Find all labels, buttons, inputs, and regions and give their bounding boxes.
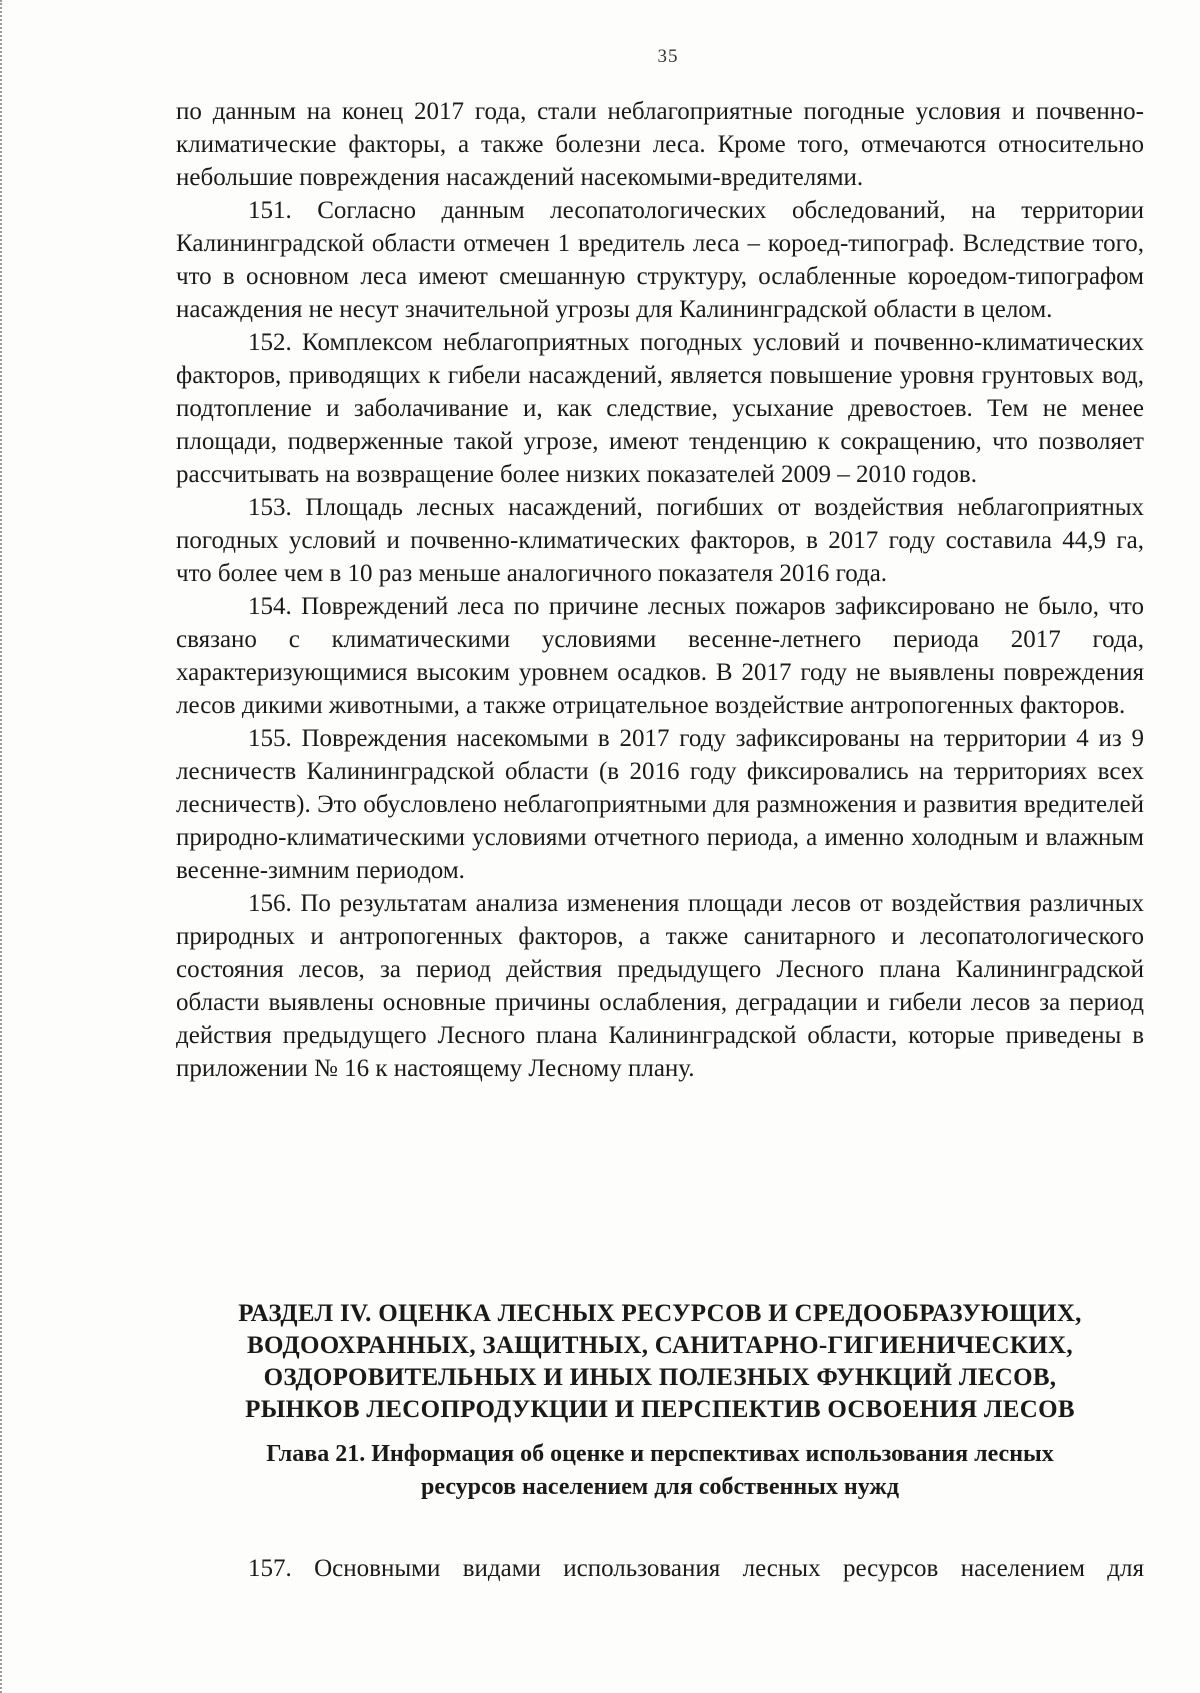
section-heading-line: РЫНКОВ ЛЕСОПРОДУКЦИИ И ПЕРСПЕКТИВ ОСВОЕНИЯ ЛЕСОВ (245, 1396, 1075, 1423)
section-heading-line: ОЗДОРОВИТЕЛЬНЫХ И ИНЫХ ПОЛЕЗНЫХ ФУНКЦИЙ ЛЕСОВ, (263, 1364, 1057, 1391)
page-number: 35 (657, 46, 679, 67)
paragraph-153: 153. Площадь лесных насаждений, погибших от воздействия неблагоприятных погодных условий и почвенно-климатических факторов, в 2017 году составила 44,9 га, что более чем в 10 раз меньше аналогичного показателя 2016 года. (176, 494, 1144, 587)
chapter-heading-line: Глава 21. Информация об оценке и перспективах использования лесных (266, 1441, 1054, 1467)
paragraph-156: 156. По результатам анализа изменения площади лесов от воздействия различных природных и антропогенных факторов, а также санитарного и лесопатологического состояния лесов, за период действия предыдущего Лесного плана Калининградской области выявлены основные причины ослабления, деградации и гибели лесов за период действия предыдущего Лесного плана Калининградской области, которые приведены в приложении № 16 к настоящему Лесному плану. (176, 890, 1144, 1082)
paragraph-152: 152. Комплексом неблагоприятных погодных условий и почвенно-климатических факторов, приводящих к гибели насаждений, является повышение уровня грунтовых вод, подтопление и заболачивание и, как следствие, усыхание древостоев. Тем не менее площади, подверженные такой угрозе, имеют тенденцию к сокращению, что позволяет рассчитывать на возвращение более низких показателей 2009 – 2010 годов. (176, 329, 1144, 488)
section-heading-line: РАЗДЕЛ IV. ОЦЕНКА ЛЕСНЫХ РЕСУРСОВ И СРЕДООБРАЗУЮЩИХ, (238, 1300, 1082, 1327)
paragraph-154: 154. Повреждений леса по причине лесных пожаров зафиксировано не было, что связано с климатическими условиями весенне-летнего периода 2017 года, характеризующимися высоким уровнем осадков. В 2017 году не выявлены повреждения лесов дикими животными, а также отрицательное воздействие антропогенных факторов. (176, 593, 1144, 719)
paragraph-continuation: по данным на конец 2017 года, стали неблагоприятные погодные условия и почвенно-климатические факторы, а также болезни леса. Кроме того, отмечаются относительно небольшие повреждения насаждений насекомыми-вредителями. (176, 98, 1144, 191)
paragraph-155: 155. Повреждения насекомыми в 2017 году зафиксированы на территории 4 из 9 лесничеств Калининградской области (в 2016 году фиксировались на территориях всех лесничеств). Это обусловлено неблагоприятными для размножения и развития вредителей природно-климатическими условиями отчетного периода, а именно холодным и влажным весенне-зимним периодом. (176, 725, 1144, 884)
chapter-heading (176, 1438, 1144, 1504)
paragraph-157: 157. Основными видами использования лесных ресурсов населением для (248, 1555, 1144, 1582)
paragraph-151: 151. Согласно данным лесопатологических обследований, на территории Калининградской области отмечен 1 вредитель леса – короед-типограф. Вследствие того, что в основном леса имеют смешанную структуру, ослабленные короедом-типографом насаждения не несут значительной угрозы для Калининградской области в целом. (176, 197, 1144, 323)
body-text (176, 95, 1144, 1085)
chapter-heading-line: ресурсов населением для собственных нужд (421, 1474, 899, 1500)
scan-edge-border (0, 0, 4, 1693)
section-heading (176, 1298, 1144, 1426)
section-heading-line: ВОДООХРАННЫХ, ЗАЩИТНЫХ, САНИТАРНО-ГИГИЕНИЧЕСКИХ, (247, 1332, 1073, 1359)
